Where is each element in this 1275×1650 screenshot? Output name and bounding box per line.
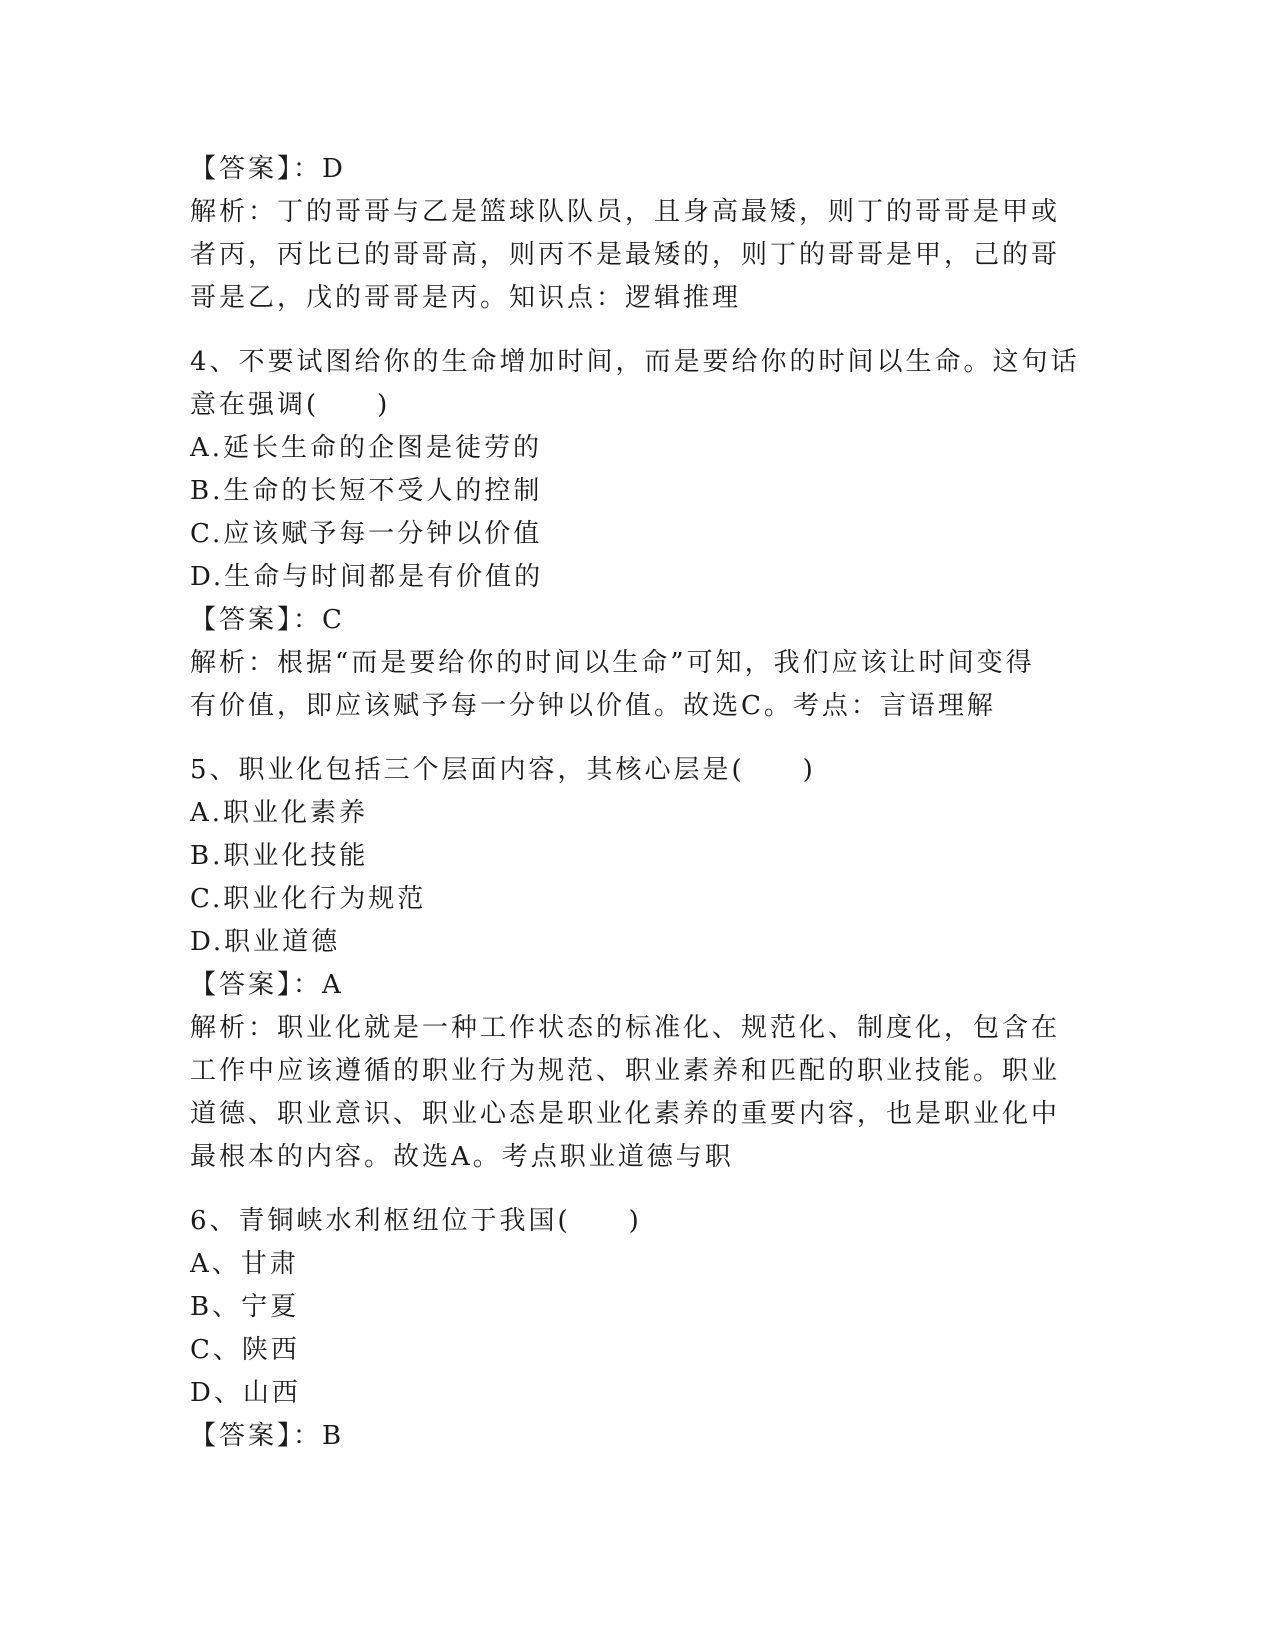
analysis-line: 有价值，即应该赋予每一分钟以价值。故选C。考点：言语理解 (190, 691, 996, 721)
question-6 (190, 1200, 1090, 1458)
analysis-line: 道德、职业意识、职业心态是职业化素养的重要内容，也是职业化中 (190, 1099, 1061, 1129)
answer-line: 【答案】：C (190, 605, 345, 635)
question-4 (190, 341, 1090, 728)
answer-line: 【答案】：B (190, 1421, 345, 1451)
option-c: C、陕西 (190, 1335, 300, 1365)
question-5 (190, 749, 1090, 1179)
question-3 (190, 148, 1090, 320)
question-stem: 意在强调( ) (190, 390, 391, 420)
analysis-line: 哥是乙，戊的哥哥是丙。知识点：逻辑推理 (190, 283, 742, 313)
spacer (190, 320, 1090, 341)
question-stem: 4、不要试图给你的生命增加时间，而是要给你的时间以生命。这句话 (190, 347, 1080, 377)
option-d: D.生命与时间都是有价值的 (190, 562, 544, 592)
spacer (190, 1179, 1090, 1200)
option-c: C.应该赋予每一分钟以价值 (190, 519, 543, 549)
analysis-line: 解析：丁的哥哥与乙是篮球队队员，且身高最矮，则丁的哥哥是甲或 (190, 197, 1061, 227)
option-b: B.职业化技能 (190, 841, 369, 871)
option-b: B、宁夏 (190, 1292, 300, 1322)
analysis-line: 者丙，丙比已的哥哥高，则丙不是最矮的，则丁的哥哥是甲，己的哥 (190, 240, 1061, 270)
answer-line: 【答案】：D (190, 154, 346, 184)
question-stem: 6、青铜峡水利枢纽位于我国( ) (190, 1206, 642, 1236)
option-a: A.延长生命的企图是徒劳的 (190, 433, 543, 463)
option-b: B.生命的长短不受人的控制 (190, 476, 543, 506)
document-page (190, 148, 1090, 1458)
answer-line: 【答案】：A (190, 970, 344, 1000)
analysis-line: 解析：职业化就是一种工作状态的标准化、规范化、制度化，包含在 (190, 1013, 1061, 1043)
spacer (190, 728, 1090, 749)
analysis-line: 解析：根据“而是要给你的时间以生命”可知，我们应该让时间变得 (190, 648, 1035, 678)
analysis-line: 工作中应该遵循的职业行为规范、职业素养和匹配的职业技能。职业 (190, 1056, 1061, 1086)
analysis-line: 最根本的内容。故选A。考点职业道德与职 (190, 1142, 734, 1172)
option-c: C.职业化行为规范 (190, 884, 427, 914)
option-a: A.职业化素养 (190, 798, 369, 828)
option-d: D.职业道德 (190, 927, 341, 957)
option-d: D、山西 (190, 1378, 301, 1408)
option-a: A、甘肃 (190, 1249, 299, 1279)
question-stem: 5、职业化包括三个层面内容，其核心层是( ) (190, 755, 816, 785)
